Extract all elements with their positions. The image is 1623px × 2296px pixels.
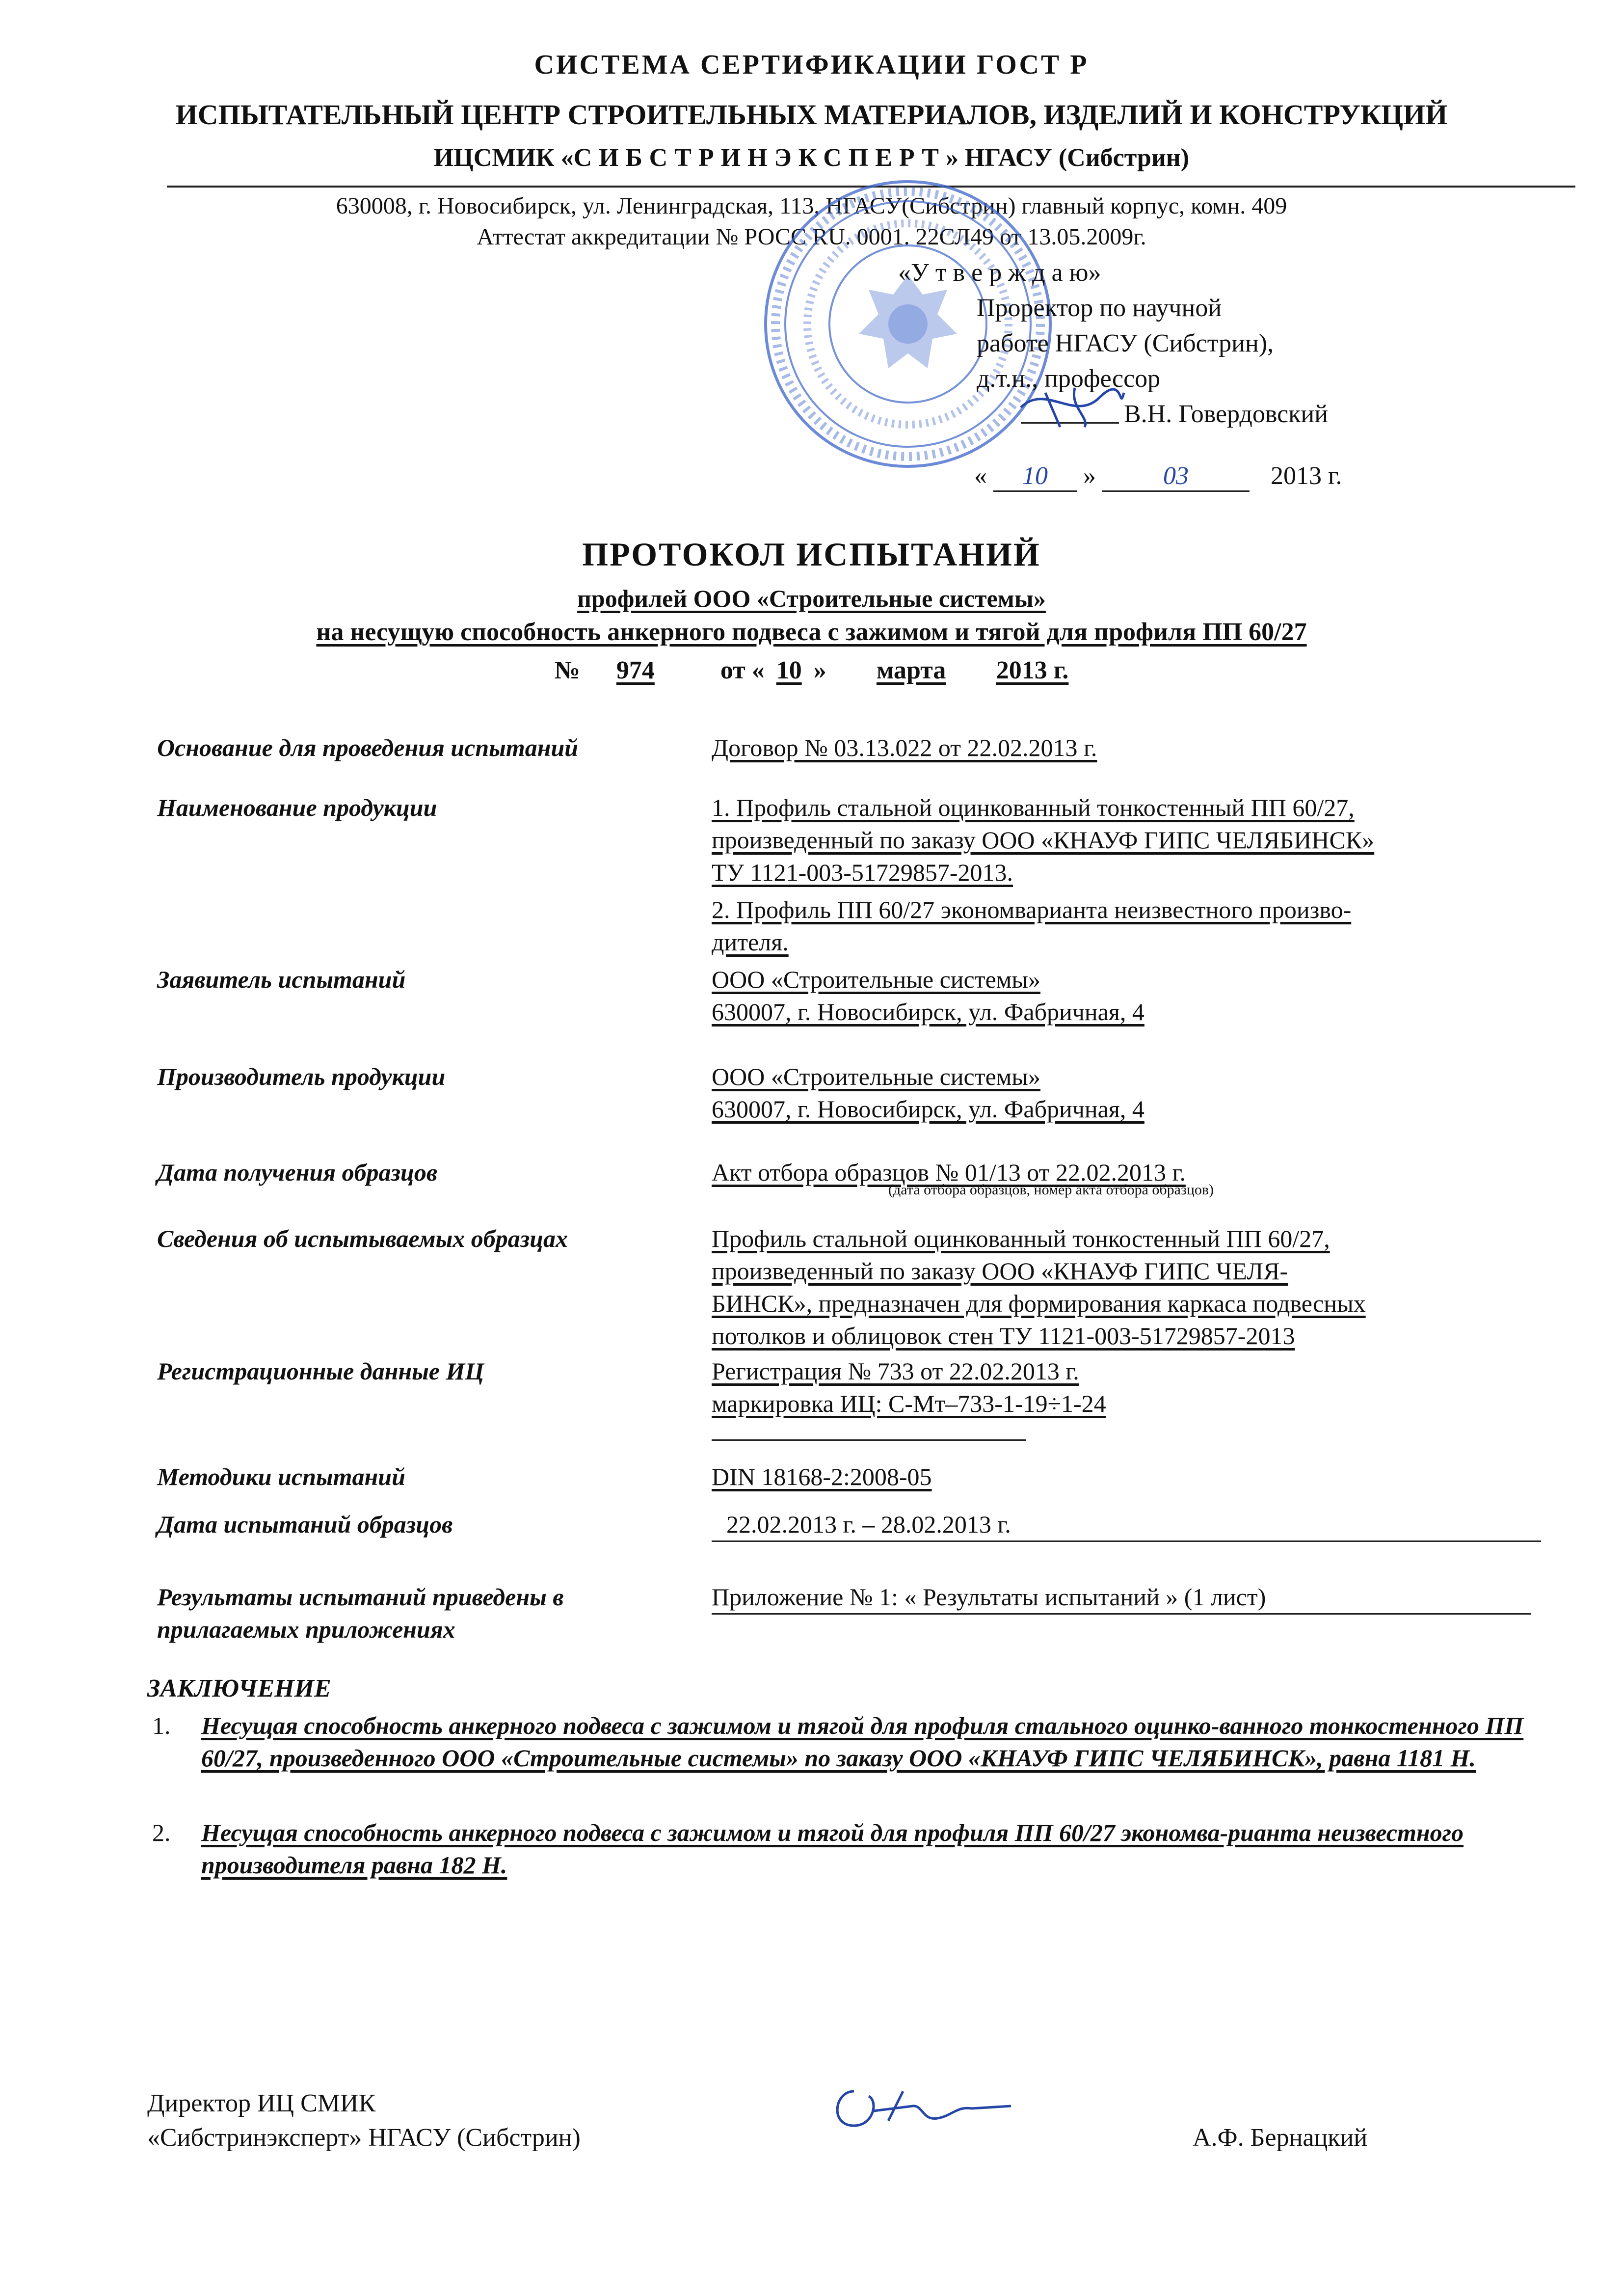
applicant-line-2: 630007, г. Новосибирск, ул. Фабричная, 4: [712, 998, 1144, 1026]
approval-day: 10: [993, 461, 1077, 492]
protocol-month: марта: [876, 656, 946, 684]
field-label-test-dates: Дата испытаний образцов: [157, 1511, 453, 1538]
field-label-samples-info: Сведения об испытываемых образцах: [157, 1225, 568, 1252]
org-prefix: ИЦСМИК «: [433, 144, 574, 172]
approval-date: [974, 461, 1342, 492]
conclusion-item-1-text: Несущая способность анкерного подвеса с зажимом и тягой для профиля стального оцинко-ванного тонкостенного ПП 60/27, произведенного ООО «Строительные системы» по заказу ООО «КНАУФ ГИПС ЧЕЛЯБИНСК», равна 1181 Н.: [201, 1712, 1524, 1772]
samples-line-2: произведенный по заказу ООО «КНАУФ ГИПС ЧЕЛЯ-: [712, 1257, 1288, 1285]
field-value-manufacturer: [712, 1060, 1536, 1125]
field-label-registration: Регистрационные данные ИЦ: [157, 1357, 484, 1385]
conclusion-item-1-num: 1.: [152, 1712, 171, 1739]
protocol-number: № 974 от « 10 » марта 2013 г.: [554, 656, 1069, 684]
registration-blank-line: [712, 1420, 1026, 1441]
product-line-2: произведенный по заказу ООО «КНАУФ ГИПС ЧЕЛЯБИНСК»: [712, 826, 1375, 854]
approve-line-3: д.т.н., профессор: [977, 365, 1161, 393]
protocol-day: 10: [776, 656, 802, 684]
field-label-applicant: Заявитель испытаний: [157, 966, 406, 993]
protocol-subtitle-2: на несущую способность анкерного подвеса с зажимом и тягой для профиля ПП 60/27: [316, 618, 1307, 646]
manufacturer-line-1: ООО «Строительные системы»: [712, 1063, 1040, 1090]
field-value-methods: [712, 1460, 1536, 1493]
address: 630008, г. Новосибирск, ул. Ленинградская, 113, НГАСУ(Сибстрин) главный корпус, комн. 409: [336, 193, 1287, 219]
org-spaced-name: СИБСТРИНЭКСПЕРТ: [573, 144, 946, 172]
conclusion-item-2-text: Несущая способность анкерного подвеса с зажимом и тягой для профиля ПП 60/27 экономва-рианта неизвестного производителя равна 182 Н.: [201, 1819, 1464, 1879]
field-value-basis: [712, 731, 1536, 764]
registration-line-1: Регистрация № 733 от 22.02.2013 г.: [712, 1357, 1079, 1385]
protocol-title: ПРОТОКОЛ ИСПЫТАНИЙ: [582, 536, 1041, 573]
date-open-quote: «: [974, 462, 987, 490]
approval-month: 03: [1102, 461, 1250, 492]
field-label-methods: Методики испытаний: [157, 1463, 405, 1490]
basis-line-1: Договор № 03.13.022 от 22.02.2013 г.: [712, 734, 1097, 761]
field-label-manufacturer: Производитель продукции: [157, 1063, 446, 1090]
product-line-1: 1. Профиль стальной оцинкованный тонкостенный ПП 60/27,: [712, 794, 1355, 821]
director-title-2: «Сибстринэксперт» НГАСУ (Сибстрин): [147, 2124, 581, 2152]
conclusion-item-2-num: 2.: [152, 1819, 171, 1846]
protocol-no: 974: [616, 656, 655, 684]
director-signature-icon: [825, 2072, 1021, 2140]
field-value-test-dates: [712, 1508, 1536, 1542]
field-value-results: [712, 1581, 1536, 1615]
field-value-receipt-date: [712, 1156, 1536, 1198]
methods-line-1: DIN 18168-2:2008-05: [712, 1463, 932, 1490]
manufacturer-line-2: 630007, г. Новосибирск, ул. Фабричная, 4: [712, 1095, 1144, 1123]
field-value-applicant: [712, 963, 1536, 1028]
samples-line-1: Профиль стальной оцинкованный тонкостенный ПП 60/27,: [712, 1225, 1330, 1252]
samples-line-3: БИНСК», предназначен для формирования каркаса подвесных: [712, 1290, 1366, 1317]
handwritten-signature-icon: [1016, 378, 1129, 432]
date-mid-quote: »: [1083, 462, 1096, 490]
approver-name: В.Н. Говердовский: [1124, 400, 1329, 428]
samples-line-4: потолков и облицовок стен ТУ 1121-003-51729857-2013: [712, 1322, 1295, 1350]
test-center-title: ИСПЫТАТЕЛЬНЫЙ ЦЕНТР СТРОИТЕЛЬНЫХ МАТЕРИАЛОВ, ИЗДЕЛИЙ И КОНСТРУКЦИЙ: [175, 99, 1448, 131]
certification-system-title: СИСТЕМА СЕРТИФИКАЦИИ ГОСТ Р: [534, 50, 1089, 80]
field-value-registration: [712, 1355, 1536, 1441]
conclusion-item-1: [152, 1709, 1536, 1774]
product-line-5: дителя.: [712, 928, 789, 956]
protocol-subtitle-1: профилей ООО «Строительные системы»: [577, 585, 1046, 612]
director-name: А.Ф. Бернацкий: [1193, 2124, 1368, 2152]
field-label-basis: Основание для проведения испытаний: [157, 734, 579, 761]
from-label: от: [720, 656, 745, 684]
field-value-samples-info: [712, 1222, 1536, 1352]
protocol-year: 2013 г.: [996, 656, 1069, 684]
director-title-1: Директор ИЦ СМИК: [147, 2089, 376, 2117]
approve-line-1: Проректор по научной: [977, 294, 1222, 322]
conclusion-heading: ЗАКЛЮЧЕНИЕ: [147, 1675, 331, 1702]
receipt-line-1: Акт отбора образцов № 01/13 от 22.02.2013 г.: [712, 1159, 1186, 1186]
receipt-note: (дата отбора образцов, номер акта отбора образцов): [888, 1182, 1214, 1198]
field-value-product: [712, 791, 1536, 958]
results-line-1: Приложение № 1: « Результаты испытаний » (1 лист): [712, 1581, 1531, 1615]
field-label-product: Наименование продукции: [157, 794, 437, 821]
org-suffix: » НГАСУ (Сибстрин): [945, 144, 1190, 172]
approve-line-2: работе НГАСУ (Сибстрин),: [977, 329, 1274, 357]
conclusion-item-2: [152, 1816, 1536, 1881]
test-dates-line-1: 22.02.2013 г. – 28.02.2013 г.: [712, 1508, 1541, 1542]
product-line-4: 2. Профиль ПП 60/27 экономварианта неизвестного произво-: [712, 896, 1352, 923]
field-label-results: Результаты испытаний приведены в прилагаемых приложениях: [157, 1583, 564, 1643]
number-label: №: [554, 656, 580, 684]
accreditation: Аттестат аккредитации № РОСС RU. 0001. 22СЛ49 от 13.05.2009г.: [477, 224, 1146, 250]
approve-heading: «У т в е р ж д а ю»: [898, 259, 1101, 287]
product-line-3: ТУ 1121-003-51729857-2013.: [712, 859, 1013, 886]
field-label-receipt-date: Дата получения образцов: [157, 1159, 438, 1186]
registration-line-2: маркировка ИЦ: С-Мт–733-1-19÷1-24: [712, 1390, 1106, 1417]
organization-name: [0, 143, 1623, 172]
applicant-line-1: ООО «Строительные системы»: [712, 966, 1040, 993]
approval-year: 2013 г.: [1271, 462, 1342, 490]
